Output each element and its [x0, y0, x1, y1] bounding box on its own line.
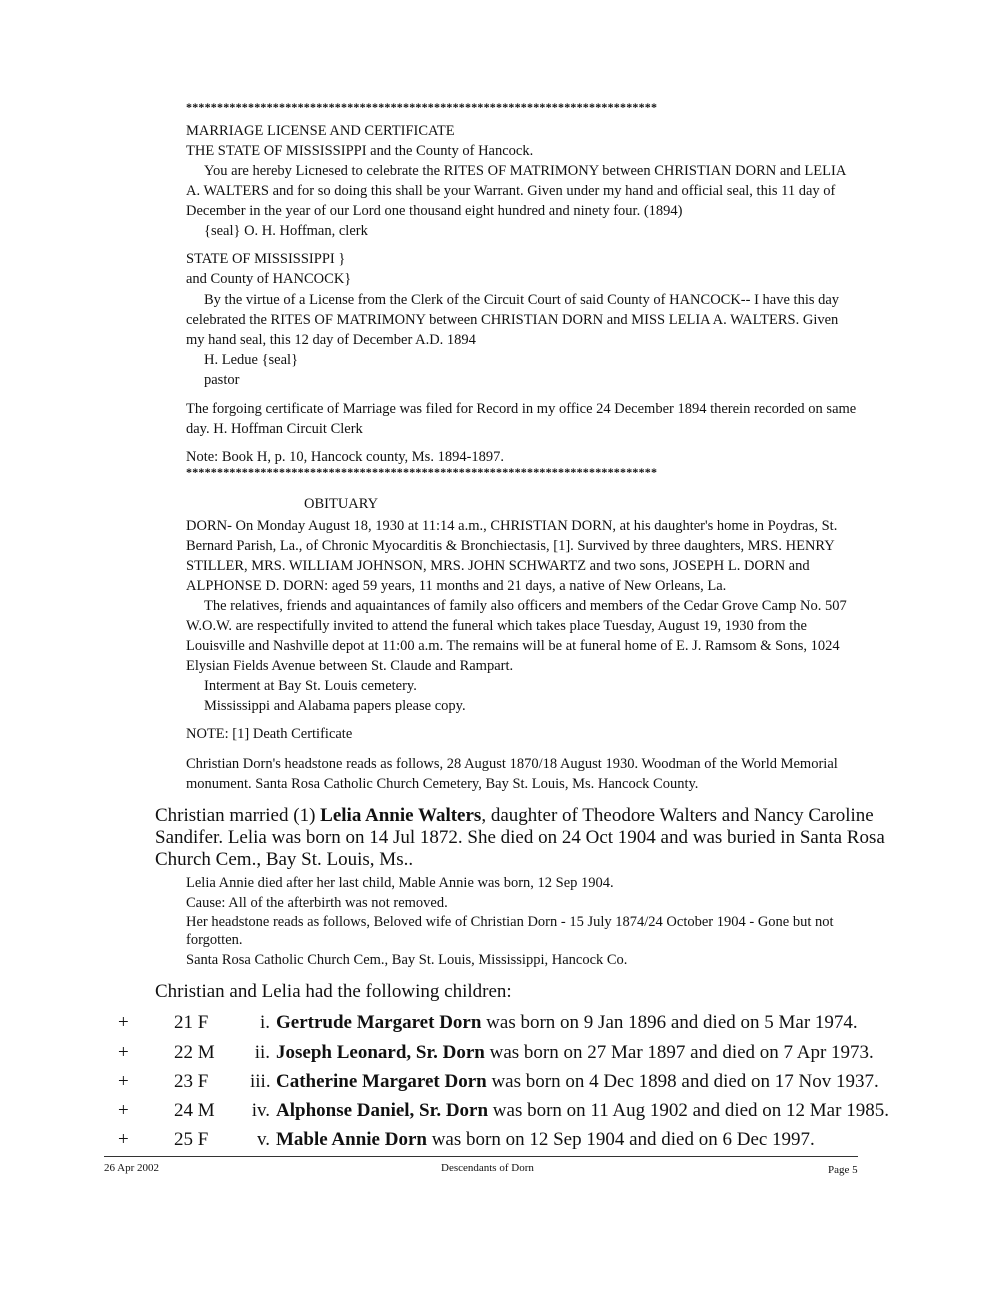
state-line: By the virtue of a License from the Clerk of the Circuit Court of said County of HANCOCK-- I have this day: [204, 292, 840, 308]
marriage-line: [155, 804, 874, 827]
note-death-certificate: NOTE: [1] Death Certificate: [186, 726, 353, 742]
child-entry: [276, 1100, 889, 1122]
child-number: 24 M: [174, 1100, 215, 1121]
state-line: and County of HANCOCK}: [186, 271, 352, 287]
note-book: Note: Book H, p. 10, Hancock county, Ms. 1894-1897.: [186, 449, 505, 465]
plus-marker: +: [118, 1129, 129, 1150]
children-intro: Christian and Lelia had the following children:: [155, 981, 512, 1002]
roman-numeral: iii.: [250, 1071, 271, 1092]
obituary-line: STILLER, MRS. WILLIAM JOHNSON, MRS. JOHN SCHWARTZ and two sons, JOSEPH L. DORN and: [186, 558, 810, 574]
plus-marker: +: [118, 1071, 129, 1092]
roman-numeral: v.: [256, 1129, 270, 1150]
obituary-line: ALPHONSE D. DORN: aged 59 years, 11 months and 21 days, a native of New Orleans, La.: [186, 578, 727, 594]
spouse-name: Lelia Annie Walters: [320, 805, 482, 826]
lelia-note: Her headstone reads as follows, Beloved wife of Christian Dorn - 15 July 1874/24 October 1904 - Gone but not: [186, 914, 834, 930]
plus-marker: +: [118, 1100, 129, 1121]
child-number: 25 F: [174, 1129, 209, 1150]
pastor-signature: H. Ledue {seal}: [204, 352, 299, 368]
license-line: December in the year of our Lord one thousand eight hundred and ninety four. (1894): [186, 203, 683, 219]
obituary-line: Mississippi and Alabama papers please copy.: [204, 698, 466, 714]
child-dates: was born on 11 Aug 1902 and died on 12 Mar 1985.: [488, 1100, 889, 1121]
marriage-rest: , daughter of Theodore Walters and Nancy Caroline: [481, 805, 874, 826]
plus-marker: +: [118, 1042, 129, 1063]
obituary-line: Interment at Bay St. Louis cemetery.: [204, 678, 417, 694]
forgoing-line: The forgoing certificate of Marriage was filed for Record in my office 24 December 1894 therein recorded on same: [186, 401, 857, 417]
marriage-line: Sandifer. Lelia was born on 14 Jul 1872. She died on 24 Oct 1904 and was buried in Santa Rosa: [155, 827, 885, 848]
lelia-note: Santa Rosa Catholic Church Cem., Bay St. Louis, Mississippi, Hancock Co.: [186, 952, 628, 968]
forgoing-line: day. H. Hoffman Circuit Clerk: [186, 421, 363, 437]
roman-numeral: ii.: [254, 1042, 270, 1063]
child-dates: was born on 9 Jan 1896 and died on 5 Mar 1974.: [481, 1012, 858, 1033]
child-number: 21 F: [174, 1012, 209, 1033]
child-name: Joseph Leonard, Sr. Dorn: [276, 1042, 485, 1063]
license-line: THE STATE OF MISSISSIPPI and the County of Hancock.: [186, 143, 534, 159]
child-entry: [276, 1071, 879, 1093]
pastor-title: pastor: [204, 372, 240, 388]
obituary-line: Louisville and Nashville depot at 11:00 a.m. The remains will be at funeral home of E. J. Ramsom & Sons, 1024: [186, 638, 840, 654]
headstone-line: monument. Santa Rosa Catholic Church Cemetery, Bay St. Louis, Ms. Hancock County.: [186, 776, 699, 792]
state-line: STATE OF MISSISSIPPI }: [186, 251, 346, 267]
plus-marker: +: [118, 1012, 129, 1033]
license-line: A. WALTERS and for so doing this shall be your Warrant. Given under my hand and official seal, this 11 day of: [186, 183, 836, 199]
license-line: You are hereby Licnesed to celebrate the RITES OF MATRIMONY between CHRISTIAN DORN and LELIA: [204, 163, 847, 179]
state-line: my hand seal, this 12 day of December A.D. 1894: [186, 332, 476, 348]
roman-numeral: iv.: [251, 1100, 270, 1121]
footer-rule: [104, 1156, 858, 1157]
obituary-title: OBITUARY: [304, 496, 379, 512]
child-number: 23 F: [174, 1071, 209, 1092]
child-dates: was born on 12 Sep 1904 and died on 6 Dec 1997.: [426, 1129, 815, 1150]
separator-stars-top: ****************************************************************************: [186, 100, 658, 114]
headstone-line: Christian Dorn's headstone reads as follows, 28 August 1870/18 August 1930. Woodman of the World Memorial: [186, 756, 838, 772]
marriage-prefix: Christian married (1): [155, 805, 321, 826]
footer-date: 26 Apr 2002: [104, 1162, 159, 1174]
obituary-line: Elysian Fields Avenue between St. Claude and Rampart.: [186, 658, 514, 674]
obituary-line: W.O.W. are respectifully invited to attend the funeral which takes place Tuesday, August 19, 1930 from the: [186, 618, 807, 634]
lelia-note: Lelia Annie died after her last child, Mable Annie was born, 12 Sep 1904.: [186, 875, 614, 891]
footer-title: Descendants of Dorn: [441, 1162, 534, 1174]
marriage-line: Church Cem., Bay St. Louis, Ms..: [155, 849, 414, 870]
child-entry: [276, 1042, 874, 1064]
license-title: MARRIAGE LICENSE AND CERTIFICATE: [186, 123, 455, 139]
child-name: Catherine Margaret Dorn: [276, 1071, 487, 1092]
separator-stars-bottom: ****************************************************************************: [186, 465, 658, 479]
state-line: celebrated the RITES OF MATRIMONY between CHRISTIAN DORN and MISS LELIA A. WALTERS. Given: [186, 312, 839, 328]
child-dates: was born on 27 Mar 1897 and died on 7 Apr 1973.: [484, 1042, 874, 1063]
lelia-note: Cause: All of the afterbirth was not removed.: [186, 895, 448, 911]
child-name: Gertrude Margaret Dorn: [276, 1012, 482, 1033]
obituary-line: DORN- On Monday August 18, 1930 at 11:14 a.m., CHRISTIAN DORN, at his daughter's home in Poydras, St.: [186, 518, 838, 534]
child-dates: was born on 4 Dec 1898 and died on 17 Nov 1937.: [486, 1071, 879, 1092]
child-name: Alphonse Daniel, Sr. Dorn: [276, 1100, 489, 1121]
child-entry: [276, 1012, 858, 1034]
license-signature: {seal} O. H. Hoffman, clerk: [204, 223, 368, 239]
child-entry: [276, 1129, 815, 1151]
lelia-note: forgotten.: [186, 932, 243, 948]
obituary-line: The relatives, friends and aquaintances of family also officers and members of the Cedar Grove Camp No. 507: [204, 598, 847, 614]
footer-page-number: Page 5: [828, 1164, 858, 1176]
obituary-line: Bernard Parish, La., of Chronic Myocarditis & Bronchiectasis, [1]. Survived by three daughters, MRS. HENRY: [186, 538, 835, 554]
roman-numeral: i.: [259, 1012, 270, 1033]
child-number: 22 M: [174, 1042, 215, 1063]
child-name: Mable Annie Dorn: [276, 1129, 427, 1150]
